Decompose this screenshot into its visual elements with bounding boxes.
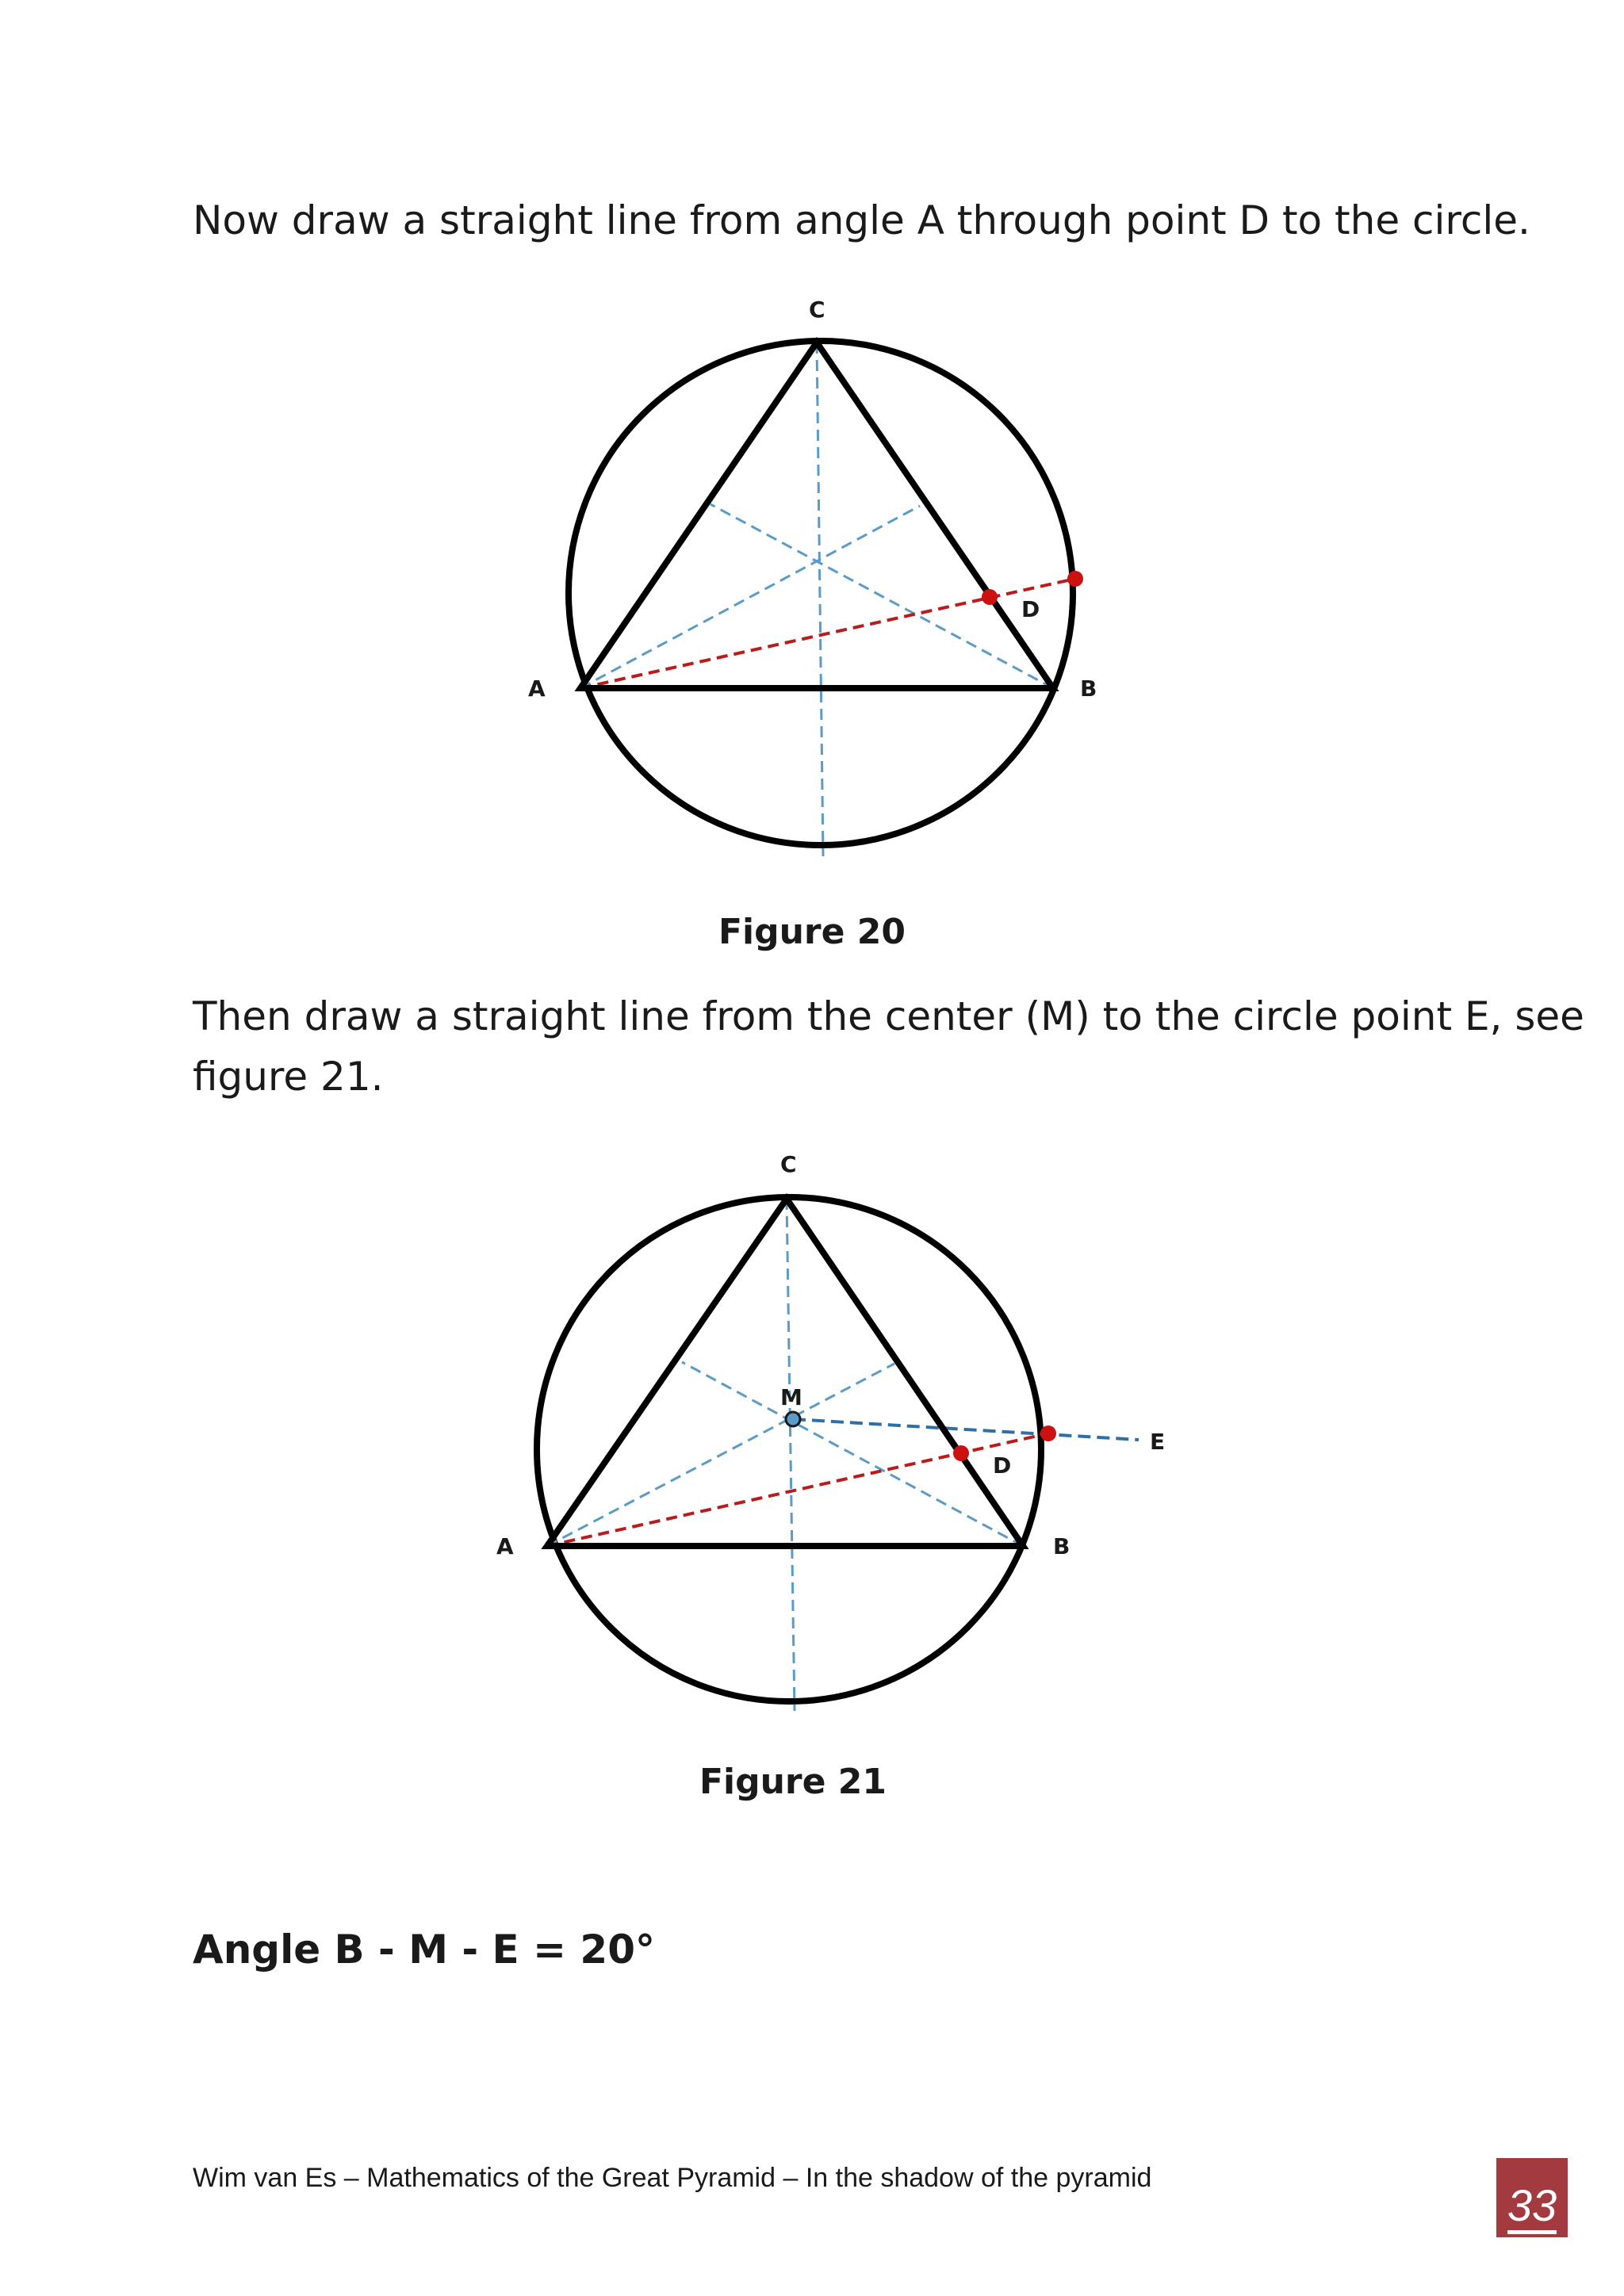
page-number: 33 [1507,2181,1557,2234]
label-a: A [496,1533,514,1559]
label-c: C [780,1151,797,1177]
point-circle-intersection [1040,1425,1056,1441]
line-m-to-e [793,1419,1139,1440]
equilateral-triangle [580,342,1053,688]
figure-21-caption: Figure 21 [699,1762,887,1802]
median-from-a [547,1364,894,1546]
altitude-c [787,1199,795,1711]
paragraph-figure21-intro: Then draw a straight line from the center (M) to the circle point E, see figure 21. [193,993,1584,1100]
median-from-a [580,506,920,688]
figure-21-diagram [476,1142,1189,1728]
label-b: B [1080,675,1097,702]
label-e: E [1150,1429,1166,1455]
point-m [786,1412,800,1426]
footer-text: Wim van Es – Mathematics of the Great Pyramid – In the shadow of the pyramid [193,2163,1152,2193]
figure-20-caption: Figure 20 [718,912,906,952]
label-a: A [528,675,546,702]
line-a-through-d [580,579,1075,688]
label-c: C [809,297,825,323]
point-d [982,589,998,605]
line-a-through-d [547,1433,1048,1546]
median-from-b [710,504,1053,688]
paragraph-figure20-intro: Now draw a straight line from angle A through point D to the circle. [193,197,1530,243]
figure-20 [508,285,1110,872]
label-b: B [1053,1533,1071,1559]
point-d [953,1445,969,1461]
point-circle-intersection [1067,571,1083,587]
angle-heading: Angle B - M - E = 20° [193,1927,655,1973]
equilateral-triangle [547,1199,1023,1546]
figure-20-diagram [508,285,1110,872]
page-number-badge [1496,2158,1568,2237]
median-from-b [682,1362,1023,1546]
altitude-c [817,342,823,856]
figure-21 [476,1142,1189,1728]
label-m: M [780,1384,802,1410]
label-d: D [993,1452,1012,1479]
label-d: D [1021,596,1040,622]
